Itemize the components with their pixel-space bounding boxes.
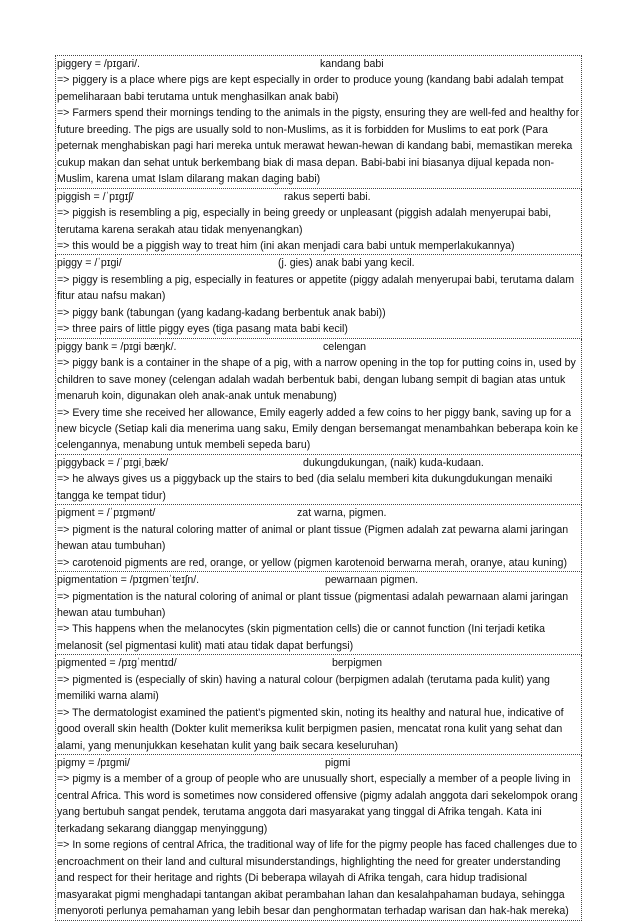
entry-row bbox=[56, 572, 582, 655]
entry-meaning: zat warna, pigmen. bbox=[297, 507, 387, 520]
entry-example-line: => The dermatologist examined the patient's pigmented skin, noting its healthy and natural hue, indicative of good overall skin health (Dokter kulit memeriksa kulit berpigmen pasien, mencatat rona kulit yang sehat dan alami, yang menunjukkan kesehatan kulit yang baik secara keseluruhan) bbox=[57, 706, 564, 752]
entry-cell bbox=[56, 188, 582, 255]
entry-row bbox=[56, 338, 582, 454]
entry-meaning: dukungdukungan, (naik) kuda-kudaan. bbox=[303, 456, 484, 469]
entry-example-line: => pigmy is a member of a group of people who are unusually short, especially a member of a people living in central Africa. This word is sometimes now considered offensive (pigmy adalah anggota dari sekelompok orang yang bertubuh sangat pendek, terutama anggota dari masyarakat yang tinggal di Afrika tengah. Kata ini terkadang sekarang dianggap menyinggung) bbox=[57, 773, 578, 835]
entry-term: piggish = /ˈpɪɡɪʃ/ bbox=[57, 190, 134, 203]
entry-example-line: => pigmented is (especially of skin) having a natural colour (berpigmen adalah (terutama pada kulit) yang memiliki warna alami) bbox=[57, 673, 550, 703]
entry-headline bbox=[57, 56, 580, 72]
entry-term: pigment = /ˈpɪɡmənt/ bbox=[57, 507, 156, 520]
entry-example-line: => piggish is resembling a pig, especially in being greedy or unpleasant (piggish adalah menyerupai babi, terutama karena serakah atau tidak menyenangkan) bbox=[57, 207, 552, 236]
entry-example-line: => three pairs of little piggy eyes (tiga pasang mata babi kecil) bbox=[57, 323, 348, 336]
entry-row bbox=[56, 56, 582, 189]
entry-headline bbox=[57, 339, 580, 355]
entry-meaning: pigmi bbox=[325, 757, 351, 770]
entry-headline bbox=[57, 572, 580, 588]
entry-term: pigmy = /pɪɡmi/ bbox=[57, 757, 130, 770]
entry-example-line: => this would be a piggish way to treat him (ini akan menjadi cara babi untuk memperlakukannya) bbox=[57, 239, 515, 252]
entry-row bbox=[56, 454, 582, 504]
entry-headline bbox=[57, 755, 580, 771]
entry-term: piggery = /pɪɡari/. bbox=[57, 58, 140, 70]
entry-cell bbox=[56, 755, 582, 921]
entry-term: pigmented = /pɪɡˈmentɪd/ bbox=[57, 657, 177, 670]
entry-example-line: => pigment is the natural coloring matter of animal or plant tissue (Pigmen adalah zat pewarna alami jaringan hewan atau tumbuhan) bbox=[57, 523, 569, 553]
entry-headline bbox=[57, 455, 580, 471]
dictionary-body bbox=[56, 56, 582, 921]
entry-cell bbox=[56, 338, 582, 454]
entry-example-line: => Farmers spend their mornings tending to the animals in the pigsty, ensuring they are well-fed and healthy for future breeding. The pigs are usually sold to non-Muslims, as it is forbidden for Muslims to eat pork (Para peternak menghabiskan pagi hari mereka untuk merawat hewan-hewan di kandang babi, memastikan mereka cukup makan dan sehat untuk berkembang biak di masa depan. Babi-babi ini biasanya dijual kepada non-Muslim, karena umat Islam dilarang makan daging babi) bbox=[57, 107, 580, 186]
entry-example-line: => piggy bank is a container in the shape of a pig, with a narrow opening in the top for putting coins in, used by children to save money (celengan adalah wadah berbentuk babi, dengan lubang sempit di bagian atas untuk menaruh koin, digunakan oleh anak-anak untuk menabung) bbox=[57, 357, 576, 403]
entry-row bbox=[56, 188, 582, 255]
entry-meaning: rakus seperti babi. bbox=[284, 190, 371, 203]
entry-example-line: => piggery is a place where pigs are kept especially in order to produce young (kandang babi adalah tempat pemeliharaan babi terutama untuk menghasilkan anak babi) bbox=[57, 74, 564, 103]
entry-row bbox=[56, 755, 582, 921]
entry-meaning: (j. gies) anak babi yang kecil. bbox=[278, 257, 415, 270]
entry-cell bbox=[56, 572, 582, 655]
entry-example-line: => carotenoid pigments are red, orange, or yellow (pigmen karotenoid berwarna merah, oranye, atau kuning) bbox=[57, 556, 567, 569]
entry-term: piggy bank = /pɪɡi bæŋk/. bbox=[57, 340, 177, 353]
entry-example-line: => piggy bank (tabungan (yang kadang-kadang berbentuk anak babi)) bbox=[57, 306, 386, 319]
entry-headline bbox=[57, 505, 580, 521]
entry-row bbox=[56, 255, 582, 338]
entry-term: piggy = /ˈpɪɡi/ bbox=[57, 257, 122, 270]
entry-row bbox=[56, 505, 582, 572]
entry-example-line: => he always gives us a piggyback up the stairs to bed (dia selalu memberi kita dukungdukungan menaiki tangga ke tempat tidur) bbox=[57, 473, 553, 502]
entry-meaning: pewarnaan pigmen. bbox=[325, 574, 419, 587]
entry-cell bbox=[56, 505, 582, 572]
entry-cell bbox=[56, 255, 582, 338]
entry-example-line: => pigmentation is the natural coloring of animal or plant tissue (pigmentasi adalah pewarnaan alami jaringan hewan atau tumbuhan) bbox=[57, 590, 569, 619]
dictionary-table bbox=[55, 55, 582, 921]
entry-headline bbox=[57, 255, 580, 271]
entry-headline bbox=[57, 189, 580, 205]
entry-cell bbox=[56, 56, 582, 189]
entry-meaning: berpigmen bbox=[332, 657, 383, 670]
entry-term: piggyback = /ˈpɪɡiˌbæk/ bbox=[57, 456, 169, 469]
entry-example-line: => This happens when the melanocytes (skin pigmentation cells) die or cannot function (Ini terjadi ketika melanosit (sel pigmentasi kulit) mati atau tidak dapat berfungsi) bbox=[57, 623, 545, 652]
entry-headline bbox=[57, 655, 580, 671]
entry-example-line: => Every time she received her allowance, Emily eagerly added a few coins to her piggy bank, saving up for a new bicycle (Setiap kali dia menerima uang saku, Emily dengan bersemangat menambahkan beberapa koin ke celengannya, menabung untuk membeli sepeda baru) bbox=[57, 406, 579, 452]
entry-example-line: => piggy is resembling a pig, especially in features or appetite (piggy adalah menyerupai babi, terutama dalam fitur atau nafsu makan) bbox=[57, 273, 575, 303]
entry-meaning: kandang babi bbox=[320, 58, 384, 70]
entry-row bbox=[56, 655, 582, 755]
entry-cell bbox=[56, 454, 582, 504]
entry-cell bbox=[56, 655, 582, 755]
entry-example-line: => In some regions of central Africa, the traditional way of life for the pigmy people has faced challenges due to encroachment on their land and cultural misunderstandings, highlighting the need for greater understanding and respect for their heritage and rights (Di beberapa wilayah di Afrika tengah, cara hidup tradisional masyarakat pigmi menghadapi tantangan akibat perambahan lahan dan kesalahpahaman budaya, sehingga menyoroti perlunya pemahaman yang lebih besar dan penghormatan terhadap warisan dan hak-hak mereka) bbox=[57, 839, 577, 918]
entry-meaning: celengan bbox=[323, 340, 367, 353]
entry-term: pigmentation = /pɪɡmenˈteɪʃn/. bbox=[57, 574, 200, 587]
